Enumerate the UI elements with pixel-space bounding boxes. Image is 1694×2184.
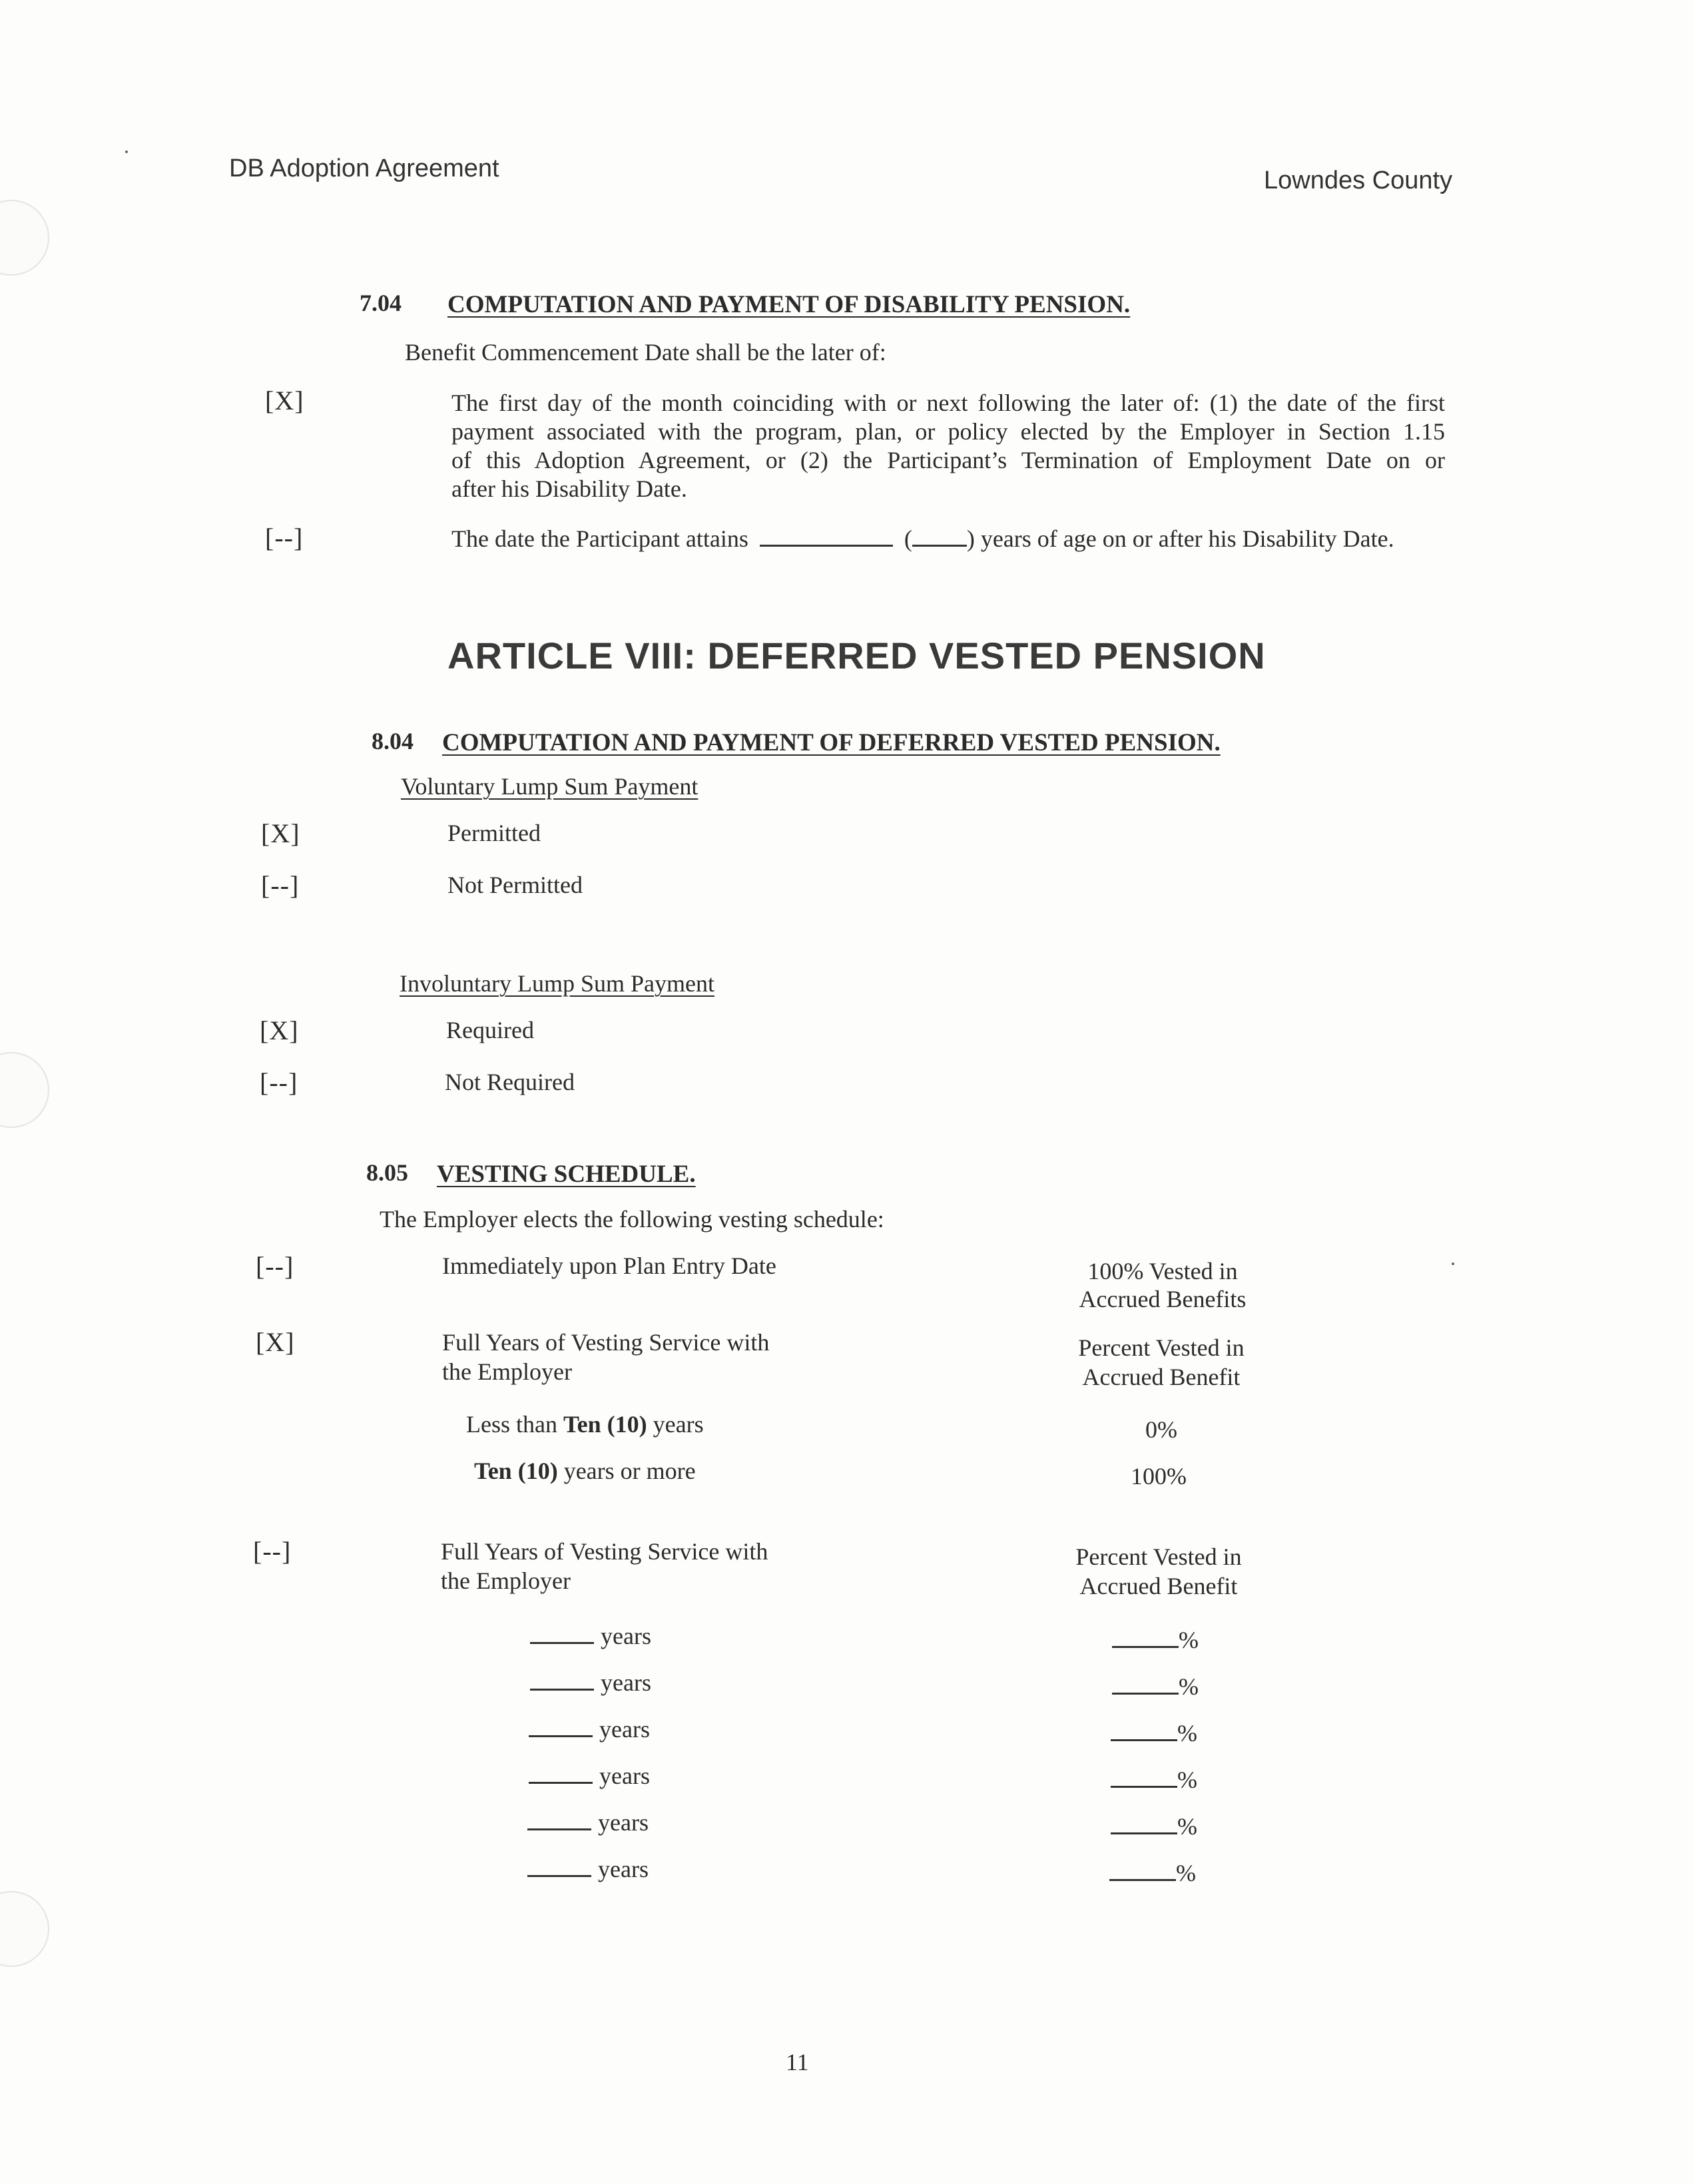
text-line: Accrued Benefits xyxy=(1079,1286,1247,1312)
percent-blank xyxy=(1112,1673,1179,1695)
text-fragment: Less than xyxy=(466,1411,557,1438)
voluntary-heading: Voluntary Lump Sum Payment xyxy=(401,773,699,800)
binder-hole xyxy=(0,1052,49,1128)
text-line: payment associated with the program, plan, or policy elected by the Employer in Section 1.15 xyxy=(451,418,1445,445)
years-blank xyxy=(529,1715,593,1737)
text-fragment: years xyxy=(598,1809,649,1836)
option-required: Required xyxy=(446,1017,534,1043)
checkbox-checked: [X] xyxy=(265,386,304,415)
custom-percent-row xyxy=(1111,1766,1197,1794)
checkbox-checked: [X] xyxy=(260,1015,299,1045)
text-fragment: The date the Participant attains xyxy=(451,525,748,552)
custom-percent-row xyxy=(1111,1719,1197,1747)
custom-years-row xyxy=(529,1762,650,1790)
vesting-row-ten-or-more xyxy=(474,1457,696,1485)
text-fragment: % xyxy=(1179,1673,1199,1700)
option-not-required: Not Required xyxy=(445,1069,575,1095)
section-7-04-title: COMPUTATION AND PAYMENT OF DISABILITY PENSION. xyxy=(447,291,1131,318)
page-number: 11 xyxy=(786,2049,809,2075)
disability-option-1-text xyxy=(451,389,1445,503)
custom-years-row xyxy=(527,1855,649,1883)
text-fragment: % xyxy=(1177,1720,1197,1747)
text-line: the Employer xyxy=(441,1567,571,1594)
checkbox-unchecked: [--] xyxy=(256,1251,294,1281)
vesting-immediate-right xyxy=(1029,1257,1296,1313)
section-8-05-intro: The Employer elects the following vesting schedule: xyxy=(380,1206,884,1232)
section-7-04-intro: Benefit Commencement Date shall be the later of: xyxy=(405,339,886,366)
vesting-immediate-label: Immediately upon Plan Entry Date xyxy=(442,1252,776,1279)
percent-blank xyxy=(1111,1719,1177,1741)
involuntary-heading: Involuntary Lump Sum Payment xyxy=(400,970,714,997)
text-line: the Employer xyxy=(442,1358,572,1385)
custom-percent-row xyxy=(1109,1859,1196,1887)
text-fragment: years xyxy=(599,1763,650,1789)
vesting-row-less-than-ten xyxy=(466,1410,704,1438)
checkbox-checked: [X] xyxy=(261,818,300,848)
scan-speck xyxy=(125,150,128,153)
text-fragment: ( xyxy=(904,525,912,552)
text-fragment: % xyxy=(1179,1627,1199,1653)
text-line: 100% Vested in xyxy=(1087,1258,1238,1284)
percent-blank xyxy=(1109,1859,1176,1881)
text-fragment: Ten (10) xyxy=(563,1411,647,1438)
years-blank xyxy=(527,1808,591,1830)
years-blank xyxy=(530,1622,594,1644)
article-title: ARTICLE VIII: DEFERRED VESTED PENSION xyxy=(447,635,1266,677)
section-8-05-title: VESTING SCHEDULE. xyxy=(437,1161,696,1188)
text-line: Full Years of Vesting Service with xyxy=(441,1538,768,1565)
percent-blank xyxy=(1111,1812,1177,1834)
percent-blank xyxy=(1112,1626,1179,1648)
text-fragment: years xyxy=(598,1856,649,1882)
text-line: Accrued Benefit xyxy=(1082,1364,1241,1390)
custom-years-row xyxy=(527,1808,649,1836)
option-not-permitted: Not Permitted xyxy=(447,872,583,898)
text-line: Accrued Benefit xyxy=(1079,1573,1238,1599)
text-line: Percent Vested in xyxy=(1078,1334,1245,1361)
custom-vesting-label xyxy=(441,1537,768,1595)
text-fragment: years or more xyxy=(563,1458,696,1484)
text-line: Full Years of Vesting Service with xyxy=(442,1329,770,1356)
text-line: The first day of the month coinciding with or next following the later of: (1) the date of the first xyxy=(451,390,1445,416)
option-permitted: Permitted xyxy=(447,820,541,846)
section-8-04-number: 8.04 xyxy=(372,728,414,754)
years-blank xyxy=(527,1855,591,1877)
checkbox-unchecked: [--] xyxy=(261,870,300,900)
text-fragment: % xyxy=(1176,1860,1196,1886)
percent-blank xyxy=(1111,1766,1177,1788)
text-line: Percent Vested in xyxy=(1075,1543,1242,1570)
text-fragment: years xyxy=(601,1623,651,1649)
section-8-05-number: 8.05 xyxy=(366,1159,408,1186)
text-fragment: % xyxy=(1177,1813,1197,1840)
text-fragment: years xyxy=(599,1716,650,1743)
age-number-blank xyxy=(912,525,967,547)
custom-percent-row xyxy=(1112,1626,1199,1654)
checkbox-unchecked: [--] xyxy=(265,523,304,553)
years-blank xyxy=(530,1669,594,1691)
text-fragment: Ten (10) xyxy=(474,1458,558,1484)
header-right: Lowndes County xyxy=(1264,166,1453,194)
years-blank xyxy=(529,1762,593,1784)
text-fragment: years xyxy=(653,1411,704,1438)
age-words-blank xyxy=(760,525,893,547)
checkbox-unchecked: [--] xyxy=(260,1067,298,1097)
custom-years-row xyxy=(530,1669,651,1697)
vesting-value-0: 0% xyxy=(1145,1416,1177,1443)
header-left: DB Adoption Agreement xyxy=(229,154,499,182)
text-fragment: ) years of age on or after his Disability Date. xyxy=(966,525,1394,552)
vesting-years-right-header xyxy=(1028,1333,1294,1392)
text-line: of this Adoption Agreement, or (2) the Participant’s Termination of Employment Date on or xyxy=(451,447,1445,473)
custom-percent-row xyxy=(1112,1673,1199,1701)
text-fragment: % xyxy=(1177,1767,1197,1793)
scan-speck xyxy=(1452,1262,1454,1265)
custom-percent-row xyxy=(1111,1812,1197,1840)
text-fragment: years xyxy=(601,1669,651,1696)
checkbox-unchecked: [--] xyxy=(253,1536,292,1566)
vesting-years-label xyxy=(442,1328,769,1386)
disability-option-2-text xyxy=(451,525,1394,553)
vesting-value-100: 100% xyxy=(1131,1463,1187,1490)
section-8-04-title: COMPUTATION AND PAYMENT OF DEFERRED VESTED PENSION. xyxy=(442,729,1221,756)
custom-vesting-right-header xyxy=(1025,1542,1292,1601)
binder-hole xyxy=(0,200,49,276)
section-7-04-number: 7.04 xyxy=(360,290,402,316)
binder-hole xyxy=(0,1891,49,1967)
checkbox-checked: [X] xyxy=(256,1327,295,1357)
custom-years-row xyxy=(529,1715,650,1743)
text-line: after his Disability Date. xyxy=(451,475,687,502)
custom-years-row xyxy=(530,1622,651,1650)
